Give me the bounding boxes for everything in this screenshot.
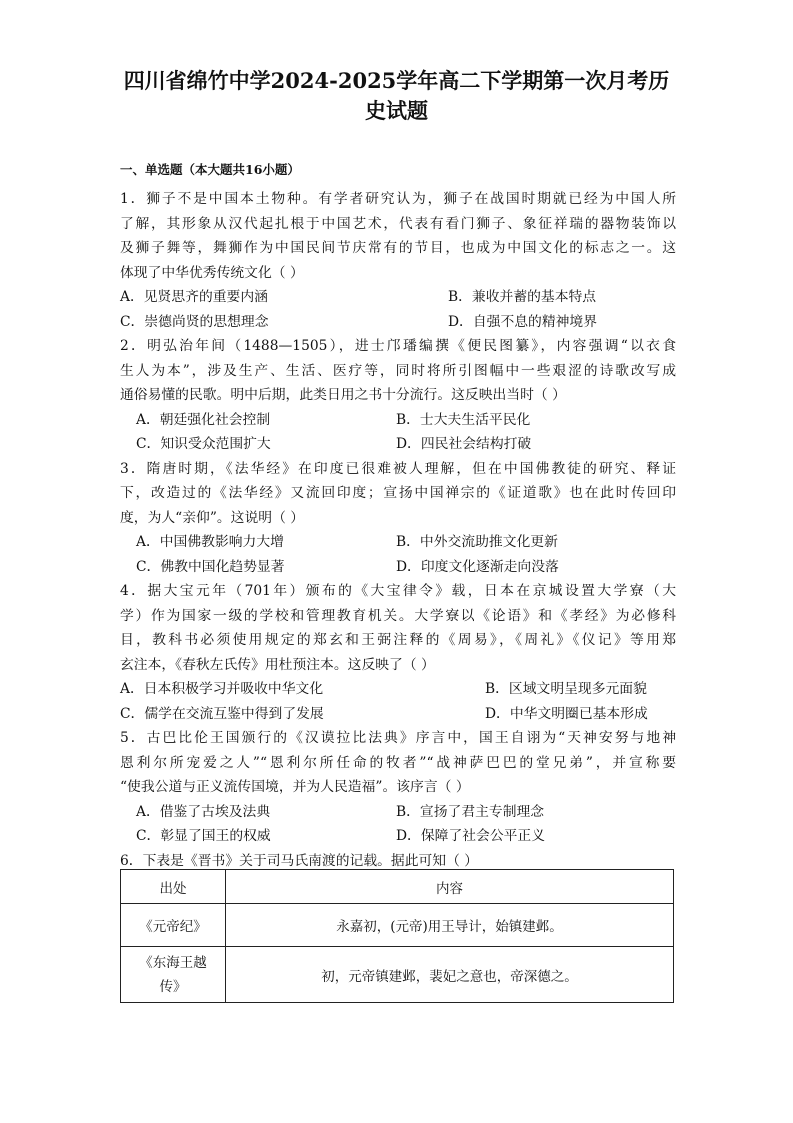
option-a[interactable]: A．朝廷强化社会控制 (136, 411, 271, 428)
question-text-line: 生人为本”，涉及生产、生活、医疗等，同时将所引图幅中一些艰涩的诗歌改写成 (120, 362, 676, 379)
table-cell-source (121, 947, 226, 1003)
option-a[interactable]: A．日本积极学习并吸收中华文化 (120, 681, 324, 697)
option-b[interactable]: B．宣扬了君主专制理念 (396, 803, 545, 820)
table-cell-source-line-1: 《东海王越 (139, 954, 207, 971)
table-header-row (121, 870, 674, 904)
question-text-line: 目，教科书必须使用规定的郑玄和王弼注释的《周易》，《周礼》《仪记》等用郑 (120, 632, 676, 648)
option-a[interactable]: A．见贤思齐的重要内涵 (120, 289, 268, 305)
question-5 (120, 726, 676, 849)
section-heading: 一、单选题（本大题共16小题） (120, 162, 300, 177)
option-b[interactable]: B．士大夫生活平民化 (396, 411, 531, 428)
option-c[interactable]: C．儒学在交流互鉴中得到了发展 (120, 705, 324, 722)
question-text-line: 体现了中华优秀传统文化（ ） (120, 264, 304, 281)
option-row (120, 310, 676, 335)
option-row (120, 408, 676, 433)
question-text-line: 5．古巴比伦王国颁行的《汉谟拉比法典》序言中，国王自诩为“天神安努与地神 (120, 730, 676, 746)
table-row (121, 947, 674, 1003)
question-text-line: 3．隋唐时期，《法华经》在印度已很难被人理解，但在中国佛教徒的研究、释证 (120, 460, 676, 477)
option-row (120, 800, 676, 825)
option-b[interactable]: B．中外交流助推文化更新 (396, 534, 558, 550)
option-d[interactable]: D．中华文明圈已基本形成 (485, 705, 648, 722)
option-row (120, 555, 676, 580)
option-row (120, 530, 676, 555)
exam-title-line-1: 四川省绵竹中学2024-2025学年高二下学期第一次月考历 (123, 68, 670, 93)
question-text-line: 恩利尔所宠爱之人”“恩利尔所任命的牧者”“战神萨巴巴的堂兄弟”，并宣称要 (120, 754, 676, 771)
question-1 (120, 187, 676, 334)
option-row (120, 432, 676, 457)
question-text-line: 1．狮子不是中国本土物种。有学者研究认为，狮子在战国时期就已经为中国人所 (120, 191, 676, 207)
table-cell-content: 初，元帝镇建邺，裴妃之意也，帝深德之。 (226, 947, 674, 1003)
option-a[interactable]: A．中国佛教影响力大增 (136, 534, 284, 550)
option-row (120, 702, 676, 727)
questions (120, 187, 676, 873)
table-header-content: 内容 (226, 870, 674, 904)
option-row (120, 285, 676, 310)
option-c[interactable]: C．彰显了国王的权威 (136, 828, 271, 844)
option-b[interactable]: B．区域文明呈现多元面貌 (485, 681, 647, 697)
option-c[interactable]: C．佛教中国化趋势显著 (136, 558, 285, 575)
option-d[interactable]: D．四民社会结构打破 (396, 436, 532, 452)
question-text-line: 玄注本，《春秋左氏传》用杜预注本。这反映了（ ） (120, 656, 435, 673)
option-d[interactable]: D．保障了社会公平正义 (396, 828, 546, 844)
exam-title (110, 66, 683, 126)
option-d[interactable]: D．自强不息的精神境界 (448, 313, 598, 330)
question-text-line: 2．明弘治年间（1488—1505），进士邝璠编撰《便民图纂》，内容强调“以衣食 (120, 338, 676, 354)
question-4 (120, 579, 676, 726)
option-a[interactable]: A．借鉴了古埃及法典 (136, 803, 271, 820)
question-text-line: 度，为人“亲仰”。这说明（ ） (120, 509, 305, 526)
question-text-line: 通俗易懂的民歌。明中后期，此类日用之书十分流行。这反映出当时（ ） (120, 387, 566, 403)
table-header-source: 出处 (121, 870, 226, 904)
table-cell-content: 永嘉初，(元帝)用王导计，始镇建邺。 (226, 904, 674, 947)
table-row (121, 904, 674, 947)
option-c[interactable]: C．崇德尚贤的思想理念 (120, 313, 269, 330)
option-b[interactable]: B．兼收并蓄的基本特点 (448, 289, 597, 305)
question-text-line: “使我公道与正义流传国境，并为人民造福”。该序言（ ） (120, 779, 470, 795)
option-c[interactable]: C．知识受众范围扩大 (136, 436, 271, 452)
question-text-line: 及狮子舞等，舞狮作为中国民间节庆常有的节目，也成为中国文化的标志之一。这 (120, 240, 676, 256)
question-text-line: 6．下表是《晋书》关于司马氏南渡的记载。据此可知（ ） (120, 852, 479, 869)
question-2 (120, 334, 676, 457)
option-d[interactable]: D．印度文化逐渐走向没落 (396, 558, 559, 575)
table-cell-source: 《元帝纪》 (121, 904, 226, 947)
question-text-line: 了解，其形象从汉代起扎根于中国艺术，代表有看门狮子、象征祥瑞的器物装饰以 (120, 215, 676, 232)
option-row (120, 677, 676, 702)
exam-title-line-2: 史试题 (365, 98, 428, 123)
question-text-line: 4．据大宝元年（701年）颁布的《大宝律令》载，日本在京城设置大学寮（大 (120, 583, 676, 599)
question-text-line: 学）作为国家一级的学校和管理教育机关。大学寮以《论语》和《孝经》为必修科 (120, 607, 676, 624)
option-row (120, 824, 676, 849)
question-3 (120, 457, 676, 580)
table-cell-source-line-2: 传》 (159, 978, 187, 995)
question-text-line: 下，改造过的《法华经》又流回印度；宣扬中国禅宗的《证道歌》也在此时传回印 (120, 485, 676, 501)
record-table (120, 869, 674, 1003)
